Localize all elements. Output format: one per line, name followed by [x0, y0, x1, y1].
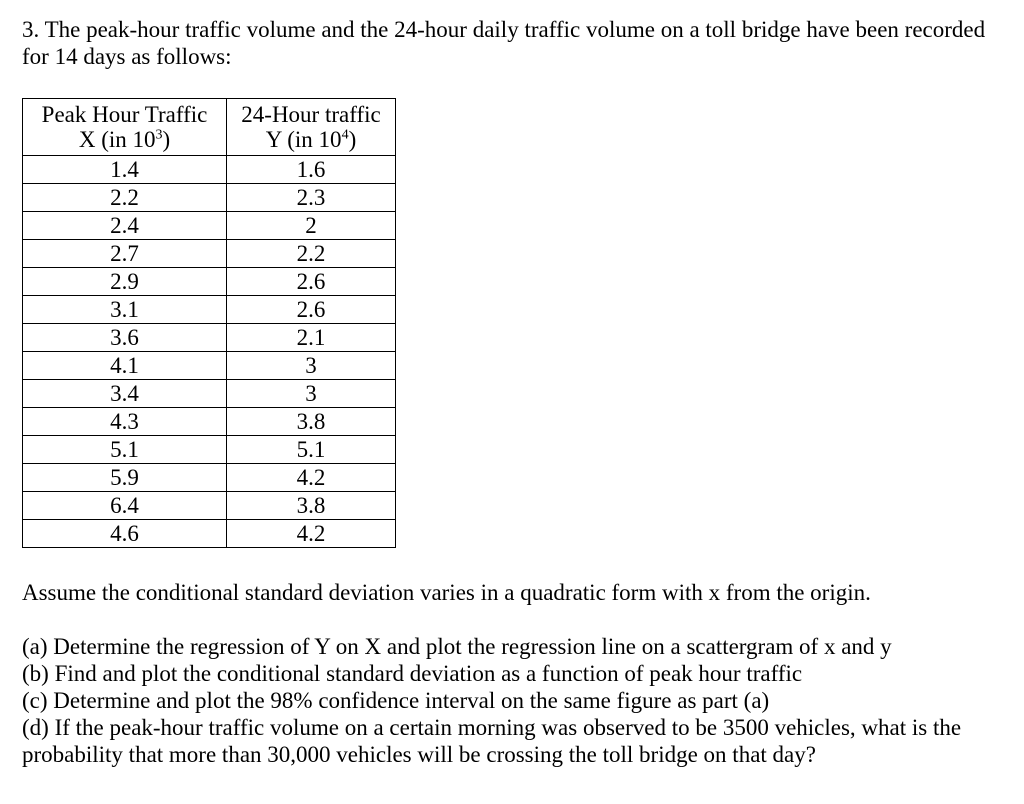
header-y-unit-prefix: Y (in 10: [265, 127, 342, 152]
table-row: [23, 324, 396, 352]
cell-x: 1.4: [23, 156, 227, 184]
part-d: (d) If the peak-hour traffic volume on a certain morning was observed to be 3500 vehicles, what is the probability that more than 30,000 vehicles will be crossing the toll bridge on that day?: [22, 715, 962, 767]
cell-y: 2.6: [227, 268, 396, 296]
header-x-unit-prefix: X (in 10: [78, 127, 156, 152]
cell-y: 2: [227, 212, 396, 240]
cell-y: 2.3: [227, 184, 396, 212]
table-row: [23, 436, 396, 464]
part-a: (a) Determine the regression of Y on X and plot the regression line on a scattergram of x and y: [22, 634, 892, 659]
header-x-line1: Peak Hour Traffic: [41, 102, 208, 127]
cell-y: 4.2: [227, 520, 396, 548]
cell-x: 4.6: [23, 520, 227, 548]
cell-x: 3.4: [23, 380, 227, 408]
cell-x: 6.4: [23, 492, 227, 520]
cell-x: 5.9: [23, 464, 227, 492]
table-row: [23, 492, 396, 520]
table-row: [23, 184, 396, 212]
table-row: [23, 464, 396, 492]
cell-x: 2.7: [23, 240, 227, 268]
table-row: [23, 212, 396, 240]
cell-y: 3: [227, 380, 396, 408]
cell-y: 3.8: [227, 408, 396, 436]
cell-x: 2.9: [23, 268, 227, 296]
cell-x: 3.1: [23, 296, 227, 324]
cell-y: 5.1: [227, 436, 396, 464]
cell-y: 2.2: [227, 240, 396, 268]
header-24-hour-traffic: [227, 99, 396, 156]
header-peak-hour-traffic: [23, 99, 227, 156]
cell-x: 4.1: [23, 352, 227, 380]
header-y-unit-suffix: ): [348, 127, 357, 152]
table-row: [23, 352, 396, 380]
cell-x: 3.6: [23, 324, 227, 352]
cell-y: 1.6: [227, 156, 396, 184]
cell-x: 5.1: [23, 436, 227, 464]
cell-y: 4.2: [227, 464, 396, 492]
table-row: [23, 520, 396, 548]
header-x-unit-suffix: ): [162, 127, 171, 152]
part-b: (b) Find and plot the conditional standard deviation as a function of peak hour traffic: [22, 661, 803, 686]
table-row: [23, 380, 396, 408]
assumption-text: Assume the conditional standard deviation varies in a quadratic form with x from the origin.: [22, 580, 871, 605]
header-x-exponent: 3: [155, 127, 163, 143]
cell-x: 4.3: [23, 408, 227, 436]
question-parts: [22, 633, 1012, 768]
part-c: (c) Determine and plot the 98% confidence interval on the same figure as part (a): [22, 688, 770, 713]
cell-x: 2.2: [23, 184, 227, 212]
cell-y: 3.8: [227, 492, 396, 520]
cell-y: 2.1: [227, 324, 396, 352]
cell-y: 2.6: [227, 296, 396, 324]
table-row: [23, 240, 396, 268]
table-header-row: [23, 99, 396, 156]
table-row: [23, 268, 396, 296]
traffic-data-table: [22, 98, 396, 548]
header-y-line1: 24-Hour traffic: [241, 102, 381, 127]
header-y-exponent: 4: [341, 127, 349, 143]
table-row: [23, 408, 396, 436]
cell-y: 3: [227, 352, 396, 380]
table-row: [23, 156, 396, 184]
table-row: [23, 296, 396, 324]
cell-x: 2.4: [23, 212, 227, 240]
problem-statement: 3. The peak-hour traffic volume and the 24-hour daily traffic volume on a toll bridge have been recorded for 14 days as follows:: [22, 17, 986, 69]
